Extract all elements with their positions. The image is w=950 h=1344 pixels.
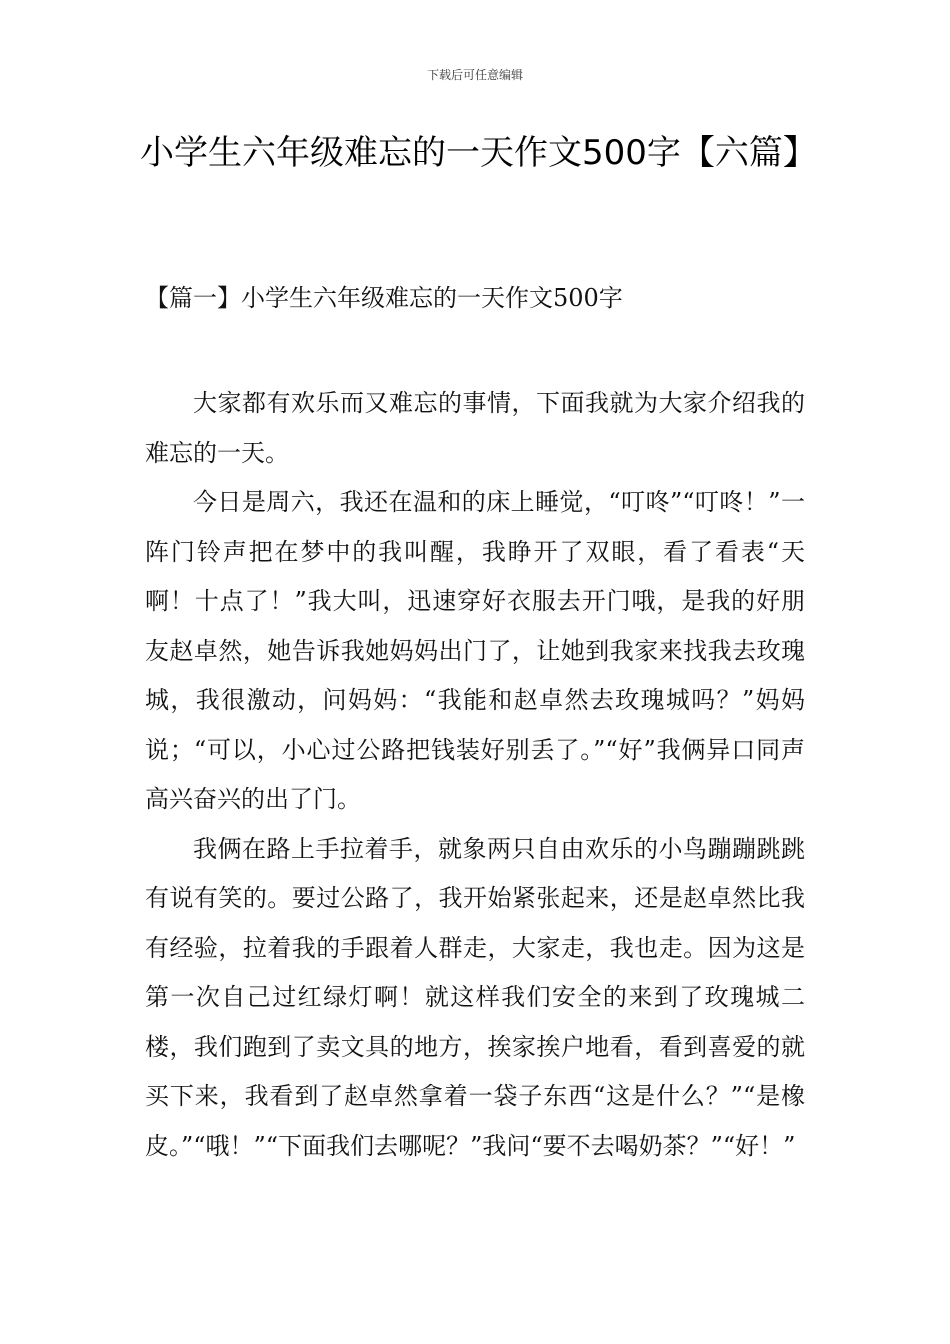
document-title: 小学生六年级难忘的一天作文500字【六篇】	[140, 133, 817, 173]
body-text	[145, 379, 805, 1171]
section-heading: 【篇一】小学生六年级难忘的一天作文500字	[145, 284, 623, 312]
header-note: 下载后可任意编辑	[426, 68, 523, 82]
paragraph: 今日是周六，我还在温和的床上睡觉，“叮咚”“叮咚！”一阵门铃声把在梦中的我叫醒，我睁开了双眼，看了看表“天啊！十点了！”我大叫，迅速穿好衣服去开门哦，是我的好朋友赵卓然，她告诉我她妈妈出门了，让她到我家来找我去玫瑰城，我很激动，问妈妈：“我能和赵卓然去玫瑰城吗？”妈妈说；“可以，小心过公路把钱装好别丢了。”“好”我俩异口同声高兴奋兴的出了门。	[145, 488, 805, 813]
paragraph: 大家都有欢乐而又难忘的事情，下面我就为大家介绍我的难忘的一天。	[145, 389, 805, 467]
paragraph: 我俩在路上手拉着手，就象两只自由欢乐的小鸟蹦蹦跳跳有说有笑的。要过公路了，我开始紧张起来，还是赵卓然比我有经验，拉着我的手跟着人群走，大家走，我也走。因为这是第一次自己过红绿灯啊！就这样我们安全的来到了玫瑰城二楼，我们跑到了卖文具的地方，挨家挨户地看，看到喜爱的就买下来，我看到了赵卓然拿着一袋子东西“这是什么？”“是橡皮。”“哦！”“下面我们去哪呢？”我问“要不去喝奶茶？”“好！”	[145, 834, 805, 1160]
